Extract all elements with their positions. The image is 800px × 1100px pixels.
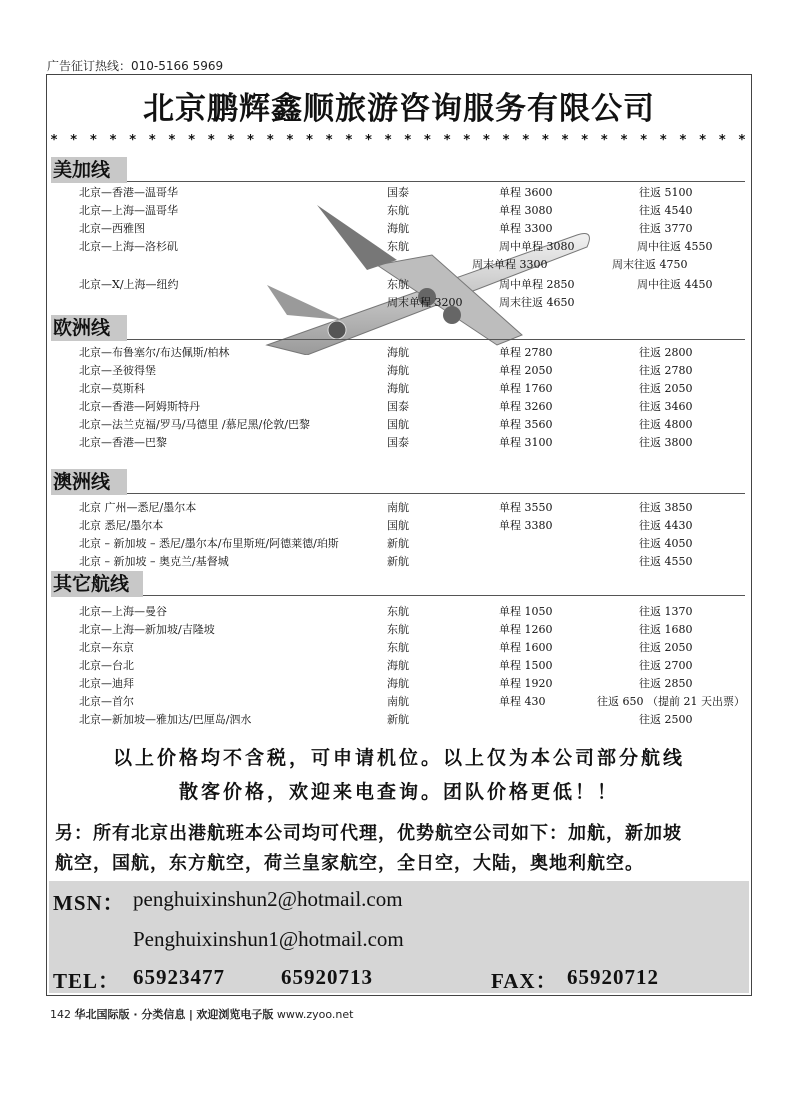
route: 北京—上海—洛杉矶: [79, 240, 178, 253]
airline: 东航: [387, 623, 409, 636]
section-other: [47, 571, 751, 726]
section-americas: [47, 157, 751, 309]
return-price: 往返 4540: [639, 204, 693, 217]
contact-box: [49, 881, 749, 993]
page-number: 142: [50, 1008, 71, 1021]
return-price: 往返 2700: [639, 659, 693, 672]
section-europe: [47, 315, 751, 449]
airline: 新航: [387, 713, 409, 726]
airline: 国泰: [387, 400, 409, 413]
midweek-return-price: 周中往返 4550: [637, 240, 713, 253]
one-way-price: 单程 3600: [499, 186, 553, 199]
section-title: 其它航线: [51, 571, 143, 597]
weekend-one-way-price: 周末单程 3300: [472, 258, 548, 271]
section-title: 澳洲线: [51, 469, 127, 495]
airline: 国泰: [387, 186, 409, 199]
return-price: 往返 4430: [639, 519, 693, 532]
airline: 海航: [387, 364, 409, 377]
route: 北京 悉尼/墨尔本: [79, 519, 164, 532]
return-price: 往返 4050: [639, 537, 693, 550]
website[interactable]: www.zyoo.net: [276, 1008, 354, 1021]
footer-slogan: 欢迎浏览电子版: [196, 1008, 274, 1021]
return-price: 往返 3800: [639, 436, 693, 449]
one-way-price: 单程 1760: [499, 382, 553, 395]
airline: 国泰: [387, 436, 409, 449]
return-price: 往返 2780: [639, 364, 693, 377]
route: 北京—布鲁塞尔/布达佩斯/柏林: [79, 346, 230, 359]
one-way-price: 单程 3560: [499, 418, 553, 431]
tel-number-2: 65920713: [281, 965, 373, 989]
ad-hotline: 广告征订热线：010-5166 5969: [47, 59, 224, 73]
airline-partners-line-2: 航空，国航，东方航空，荷兰皇家航空，全日空，大陆，奥地利航空。: [55, 853, 644, 874]
notice-line-1: 以上价格均不含税，可申请机位。以上仅为本公司部分航线: [112, 747, 685, 769]
one-way-price: 单程 2050: [499, 364, 553, 377]
return-price: 往返 2800: [639, 346, 693, 359]
route: 北京—莫斯科: [79, 382, 145, 395]
tel-number-1: 65923477: [133, 965, 225, 989]
tel-label: TEL：: [53, 969, 121, 993]
airline: 东航: [387, 605, 409, 618]
one-way-price: 单程 3100: [499, 436, 553, 449]
section-title: 美加线: [51, 157, 127, 183]
airline: 南航: [387, 695, 409, 708]
route: 北京—迪拜: [79, 677, 134, 690]
return-price: 往返 1680: [639, 623, 693, 636]
one-way-price: 单程 2780: [499, 346, 553, 359]
airline: 东航: [387, 641, 409, 654]
section-title: 欧洲线: [51, 315, 127, 341]
one-way-price: 单程 3380: [499, 519, 553, 532]
airline: 海航: [387, 346, 409, 359]
fax-label: FAX：: [491, 969, 558, 993]
route: 北京—西雅图: [79, 222, 145, 235]
notice-line-2: 散客价格，欢迎来电查询。团队价格更低！！: [178, 781, 619, 803]
route: 北京—首尔: [79, 695, 134, 708]
route: 北京 广州—悉尼/墨尔本: [79, 501, 197, 514]
edition-label: 华北国际版 · 分类信息: [74, 1008, 186, 1021]
route: 北京—台北: [79, 659, 134, 672]
star-divider: * * * * * * * * * * * * * * * * * * * * * * * * * * * * * * * * * * * *: [50, 133, 748, 148]
airline: 南航: [387, 501, 409, 514]
airline: 东航: [387, 240, 409, 253]
route: 北京—上海—新加坡/吉隆坡: [79, 623, 215, 636]
msn-address-2: Penghuixinshun1@hotmail.com: [133, 927, 404, 951]
one-way-price: 单程 1050: [499, 605, 553, 618]
route: 北京—上海—曼谷: [79, 605, 167, 618]
airline: 国航: [387, 519, 409, 532]
return-price: 往返 2050: [639, 382, 693, 395]
midweek-one-way-price: 周中单程 3080: [499, 240, 575, 253]
airline: 新航: [387, 537, 409, 550]
airline: 新航: [387, 555, 409, 568]
return-price: 往返 3850: [639, 501, 693, 514]
return-price: 往返 1370: [639, 605, 693, 618]
airline: 海航: [387, 677, 409, 690]
airline: 海航: [387, 659, 409, 672]
return-price: 往返 4800: [639, 418, 693, 431]
msn-address-1: penghuixinshun2@hotmail.com: [133, 887, 403, 911]
return-price: 往返 2050: [639, 641, 693, 654]
one-way-price: 单程 1600: [499, 641, 553, 654]
advertisement-frame: [46, 74, 752, 996]
return-price: 往返 4550: [639, 555, 693, 568]
airline: 海航: [387, 382, 409, 395]
midweek-one-way-price: 周中单程 2850: [499, 278, 575, 291]
return-price: 往返 3770: [639, 222, 693, 235]
one-way-price: 单程 3300: [499, 222, 553, 235]
one-way-price: 单程 3080: [499, 204, 553, 217]
return-price: 往返 2500: [639, 713, 693, 726]
weekend-return-price: 周末往返 4750: [612, 258, 688, 271]
airline: 东航: [387, 204, 409, 217]
msn-label: MSN：: [53, 891, 125, 915]
route: 北京—新加坡—雅加达/巴厘岛/泗水: [79, 713, 252, 726]
route: 北京 – 新加坡 – 悉尼/墨尔本/布里斯班/阿德莱德/珀斯: [79, 537, 339, 550]
route: 北京—东京: [79, 641, 134, 654]
return-price: 往返 5100: [639, 186, 693, 199]
one-way-price: 单程 1920: [499, 677, 553, 690]
airline: 国航: [387, 418, 409, 431]
airline: 东航: [387, 278, 409, 291]
return-price: 往返 650 （提前 21 天出票）: [597, 695, 745, 708]
route: 北京—圣彼得堡: [79, 364, 156, 377]
one-way-price: 单程 3260: [499, 400, 553, 413]
route: 北京—上海—温哥华: [79, 204, 178, 217]
one-way-price: 单程 430: [499, 695, 546, 708]
midweek-return-price: 周中往返 4450: [637, 278, 713, 291]
airline: 海航: [387, 222, 409, 235]
weekend-return-price: 周末往返 4650: [499, 296, 575, 309]
company-name: 北京鹏辉鑫顺旅游咨询服务有限公司: [143, 91, 655, 127]
one-way-price: 单程 1500: [499, 659, 553, 672]
airline-partners-line-1: 另：所有北京出港航班本公司均可代理，优势航空公司如下：加航，新加坡: [55, 823, 682, 844]
weekend-one-way-price: 周末单程 3200: [387, 296, 463, 309]
route: 北京—香港—温哥华: [79, 186, 178, 199]
one-way-price: 单程 1260: [499, 623, 553, 636]
route: 北京—香港—阿姆斯特丹: [79, 400, 200, 413]
section-australia: [47, 469, 751, 568]
fax-number: 65920712: [567, 965, 659, 989]
route: 北京 – 新加坡 – 奥克兰/基督城: [79, 555, 229, 568]
one-way-price: 单程 3550: [499, 501, 553, 514]
footer-separator: |: [188, 1008, 193, 1021]
page-footer: [50, 1006, 353, 1022]
route: 北京—X/上海—纽约: [79, 278, 179, 291]
return-price: 往返 3460: [639, 400, 693, 413]
route: 北京—香港—巴黎: [79, 436, 167, 449]
return-price: 往返 2850: [639, 677, 693, 690]
route: 北京—法兰克福/罗马/马德里 /慕尼黑/伦敦/巴黎: [79, 418, 311, 431]
